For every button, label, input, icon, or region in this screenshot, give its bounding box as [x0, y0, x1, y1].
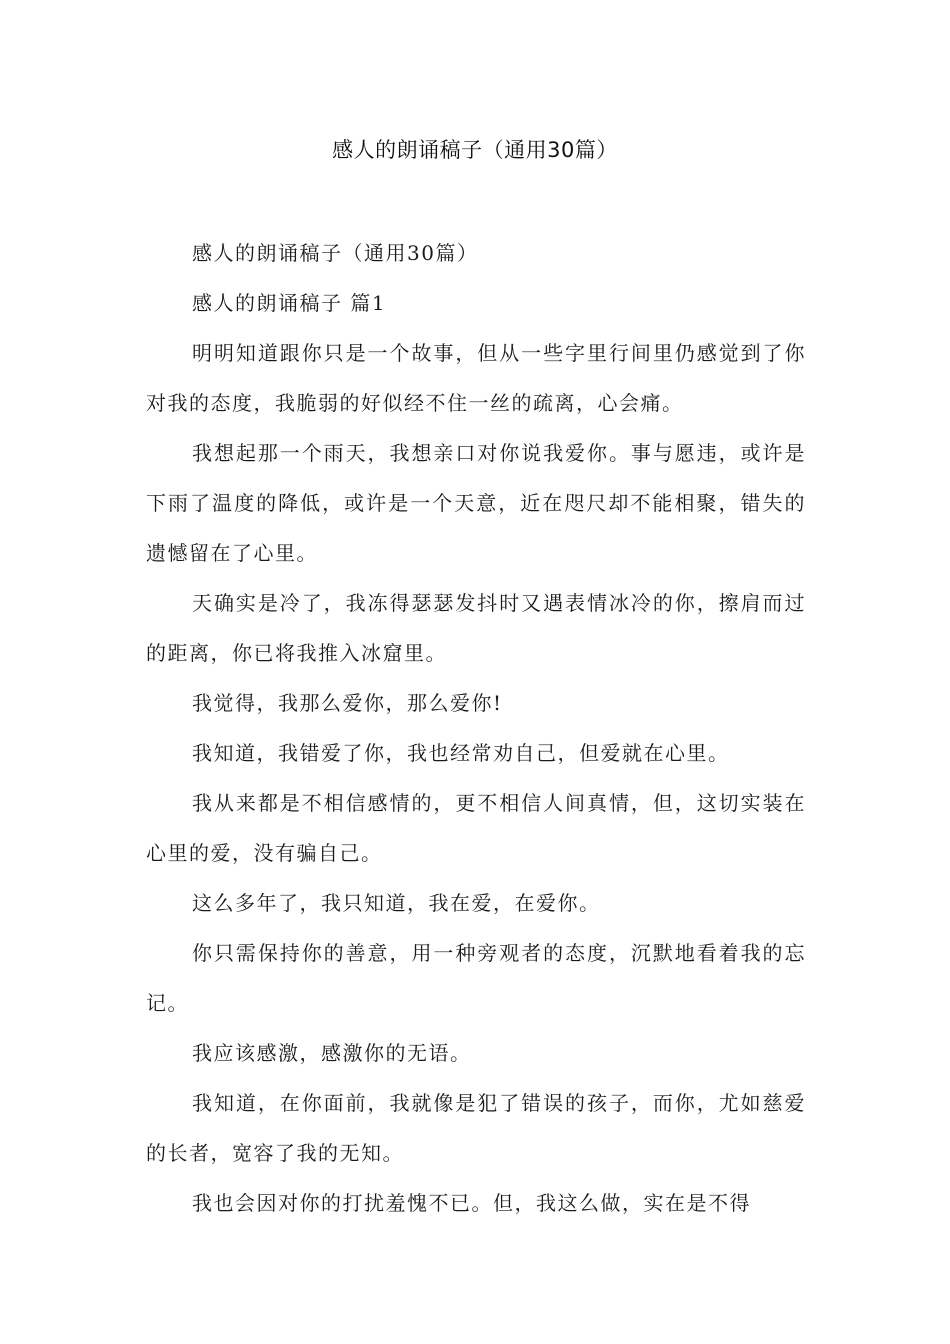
document-title: 感人的朗诵稿子（通用30篇）	[332, 138, 618, 162]
paragraph: 我想起那一个雨天，我想亲口对你说我爱你。事与愿违，或许是下雨了温度的降低，或许是一个天意，近在咫尺却不能相聚，错失的遗憾留在了心里。	[146, 441, 806, 565]
paragraph: 我知道，在你面前，我就像是犯了错误的孩子，而你，尤如慈爱的长者，宽容了我的无知。	[146, 1091, 806, 1165]
paragraph: 我觉得，我那么爱你，那么爱你!	[192, 691, 503, 715]
paragraph: 我从来都是不相信感情的，更不相信人间真情，但，这切实装在心里的爱，没有骗自己。	[146, 791, 806, 865]
paragraph: 天确实是冷了，我冻得瑟瑟发抖时又遇表情冰冷的你，擦肩而过的距离，你已将我推入冰窟里。	[146, 591, 806, 665]
paragraph: 我也会因对你的打扰羞愧不已。但，我这么做，实在是不得	[192, 1191, 751, 1215]
paragraph: 我应该感激，感激你的无语。	[192, 1041, 472, 1065]
paragraph: 这么多年了，我只知道，我在爱，在爱你。	[192, 891, 601, 915]
paragraph: 你只需保持你的善意，用一种旁观者的态度，沉默地看着我的忘记。	[146, 941, 806, 1015]
paragraph: 感人的朗诵稿子（通用30篇）	[192, 241, 479, 265]
paragraph: 感人的朗诵稿子 篇1	[192, 291, 387, 315]
paragraph: 我知道，我错爱了你，我也经常劝自己，但爱就在心里。	[192, 741, 730, 765]
paragraph: 明明知道跟你只是一个故事，但从一些字里行间里仍感觉到了你对我的态度，我脆弱的好似经不住一丝的疏离，心会痛。	[146, 341, 806, 415]
document-body	[146, 228, 806, 1228]
